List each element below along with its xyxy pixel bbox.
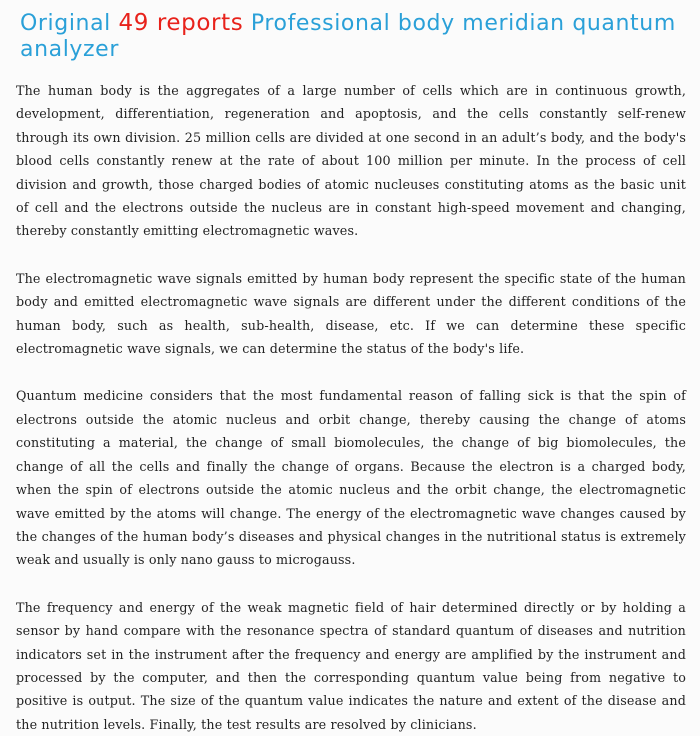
body-text [16,79,686,736]
paragraph-quantum-medicine: Quantum medicine considers that the most fundamental reason of falling sick is that the spin of electrons outside the atomic nucleus and orbit change, thereby causing the change of atoms constituting a material, the change of small biomolecules, the change of big biomolecules, the change of all the cells and finally the change of organs. Because the electron is a charged body, when the spin of electrons outside the atomic nucleus and the orbit change, the electromagnetic wave emitted by the atoms will change. The energy of the electromagnetic wave changes caused by the changes of the human body’s diseases and physical changes in the nutritional status is extremely weak and usually is only nano gauss to microgauss. [16,388,686,568]
title-prefix: Original [20,11,119,36]
title-highlight: 49 reports [118,10,244,36]
page-title [20,10,686,63]
paragraph-wave-signals: The electromagnetic wave signals emitted by human body represent the specific state of the human body and emitted electromagnetic wave signals are different under the different conditions of the human body, such as health, sub-health, disease, etc. If we can determine these specific electromagnetic wave signals, we can determine the status of the body's life. [16,270,686,357]
title-suffix: Professional body meridian quantum analyzer [20,11,676,62]
paragraph-cell-renewal: The human body is the aggregates of a large number of cells which are in continuous growth, development, differentiation, regeneration and apoptosis, and the cells constantly self-renew through its own division. 25 million cells are divided at one second in an adult’s body, and the body's blood cells constantly renew at the rate of about 100 million per minute. In the process of cell division and growth, those charged bodies of atomic nucleuses constituting atoms as the basic unit of cell and the electrons outside the nucleus are in constant high-speed movement and changing, thereby constantly emitting electromagnetic waves. [16,83,686,239]
paragraph-measurement: The frequency and energy of the weak magnetic field of hair determined directly or by holding a sensor by hand compare with the resonance spectra of standard quantum of diseases and nutrition indicators set in the instrument after the frequency and energy are amplified by the instrument and processed by the computer, and then the corresponding quantum value being from negative to positive is output. The size of the quantum value indicates the nature and extent of the disease and the nutrition levels. Finally, the test results are resolved by clinicians. [16,599,686,732]
